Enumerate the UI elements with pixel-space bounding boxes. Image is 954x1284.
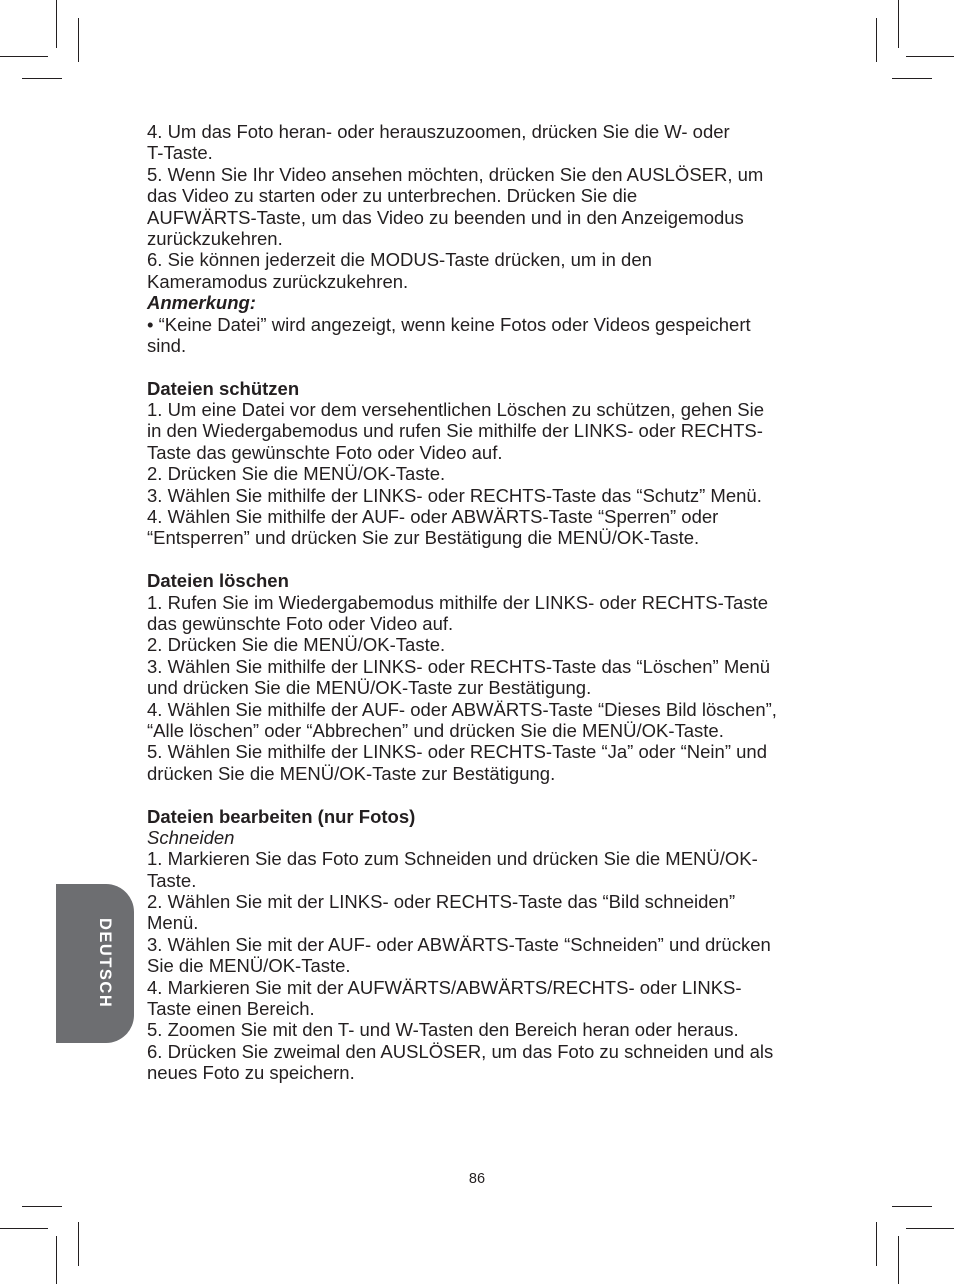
step-text-line: drücken Sie die MENÜ/OK-Taste zur Bestätigung.: [147, 762, 556, 784]
step-text-line: 1. Markieren Sie das Foto zum Schneiden und drücken Sie die MENÜ/OK-: [147, 848, 758, 870]
step-item: [147, 485, 847, 506]
paragraph-spacer: [147, 356, 847, 377]
step-text-line: Taste.: [147, 869, 197, 891]
step-text-line: 3. Wählen Sie mit der AUF- oder ABWÄRTS-Taste “Schneiden” und drücken: [147, 933, 771, 955]
step-text-line: 4. Wählen Sie mithilfe der AUF- oder ABWÄRTS-Taste “Dieses Bild löschen”,: [147, 698, 777, 720]
step-item: [147, 891, 847, 934]
step-item: [147, 1019, 847, 1040]
step-item: [147, 977, 847, 1020]
step-text-line: 4. Um das Foto heran- oder herauszuzoomen, drücken Sie die W- oder: [147, 121, 730, 142]
step-text-line: 1. Rufen Sie im Wiedergabemodus mithilfe der LINKS- oder RECHTS-Taste: [147, 591, 769, 613]
step-text-line: 3. Wählen Sie mithilfe der LINKS- oder RECHTS-Taste das “Löschen” Menü: [147, 655, 771, 677]
language-tab: [56, 884, 134, 1043]
section-edit-files: [147, 806, 847, 1084]
step-item: [147, 249, 847, 292]
step-text-line: 2. Drücken Sie die MENÜ/OK-Taste.: [147, 634, 446, 656]
step-item: [147, 121, 847, 164]
step-item: [147, 934, 847, 977]
step-text-line: in den Wiedergabemodus und rufen Sie mithilfe der LINKS- oder RECHTS-: [147, 420, 763, 442]
step-item: [147, 592, 847, 635]
step-item: [147, 463, 847, 484]
step-text-line: 1. Um eine Datei vor dem versehentlichen Löschen zu schützen, gehen Sie: [147, 399, 765, 421]
step-item: [147, 656, 847, 699]
step-text-line: 5. Zoomen Sie mit den T- und W-Tasten den Bereich heran oder heraus.: [147, 1019, 739, 1041]
step-text-line: 6. Drücken Sie zweimal den AUSLÖSER, um das Foto zu schneiden und als: [147, 1040, 774, 1062]
step-item: [147, 1041, 847, 1084]
step-text-line: Kameramodus zurückzukehren.: [147, 270, 409, 292]
step-text-line: zurückzukehren.: [147, 227, 283, 249]
step-item: [147, 399, 847, 463]
step-text-line: Taste einen Bereich.: [147, 998, 315, 1020]
step-item: [147, 506, 847, 549]
step-text-line: Sie die MENÜ/OK-Taste.: [147, 955, 351, 977]
step-text-line: 6. Sie können jederzeit die MODUS-Taste drücken, um in den: [147, 249, 652, 271]
paragraph-spacer: [147, 784, 847, 805]
step-text-line: das Video zu starten oder zu unterbrechen. Drücken Sie die: [147, 185, 638, 207]
step-text-line: T-Taste.: [147, 142, 213, 164]
step-text-line: neues Foto zu speichern.: [147, 1062, 355, 1084]
step-item: [147, 634, 847, 655]
step-text-line: 5. Wählen Sie mithilfe der LINKS- oder RECHTS-Taste “Ja” oder “Nein” und: [147, 741, 767, 763]
section-delete-files: [147, 570, 847, 784]
note: [147, 292, 847, 356]
section-heading: Dateien löschen: [147, 570, 289, 592]
step-item: [147, 741, 847, 784]
step-text-line: “Entsperren” und drücken Sie zur Bestätigung die MENÜ/OK-Taste.: [147, 527, 700, 549]
section-subheading: Schneiden: [147, 826, 235, 848]
note-text-line: • “Keine Datei” wird angezeigt, wenn keine Fotos oder Videos gespeichert: [147, 313, 751, 335]
step-item: [147, 699, 847, 742]
manual-text: [147, 121, 847, 1084]
step-text-line: “Alle löschen” oder “Abbrechen” und drücken Sie die MENÜ/OK-Taste.: [147, 719, 724, 741]
step-item: [147, 164, 847, 250]
step-text-line: 4. Markieren Sie mit der AUFWÄRTS/ABWÄRTS/RECHTS- oder LINKS-: [147, 976, 742, 998]
step-text-line: AUFWÄRTS-Taste, um das Video zu beenden und in den Anzeigemodus: [147, 206, 744, 228]
section-protect-files: [147, 378, 847, 549]
intro-steps: [147, 121, 847, 356]
note-text-line: sind.: [147, 334, 187, 356]
paragraph-spacer: [147, 549, 847, 570]
step-text-line: und drücken Sie die MENÜ/OK-Taste zur Bestätigung.: [147, 677, 592, 699]
note-label: Anmerkung:: [147, 292, 256, 314]
step-text-line: 2. Wählen Sie mit der LINKS- oder RECHTS-Taste das “Bild schneiden”: [147, 891, 736, 913]
section-heading: Dateien bearbeiten (nur Fotos): [147, 805, 416, 827]
step-text-line: Taste das gewünschte Foto oder Video auf.: [147, 441, 503, 463]
section-heading: Dateien schützen: [147, 377, 300, 399]
step-text-line: 4. Wählen Sie mithilfe der AUF- oder ABWÄRTS-Taste “Sperren” oder: [147, 506, 719, 528]
step-text-line: 5. Wenn Sie Ihr Video ansehen möchten, drücken Sie den AUSLÖSER, um: [147, 163, 764, 185]
page-number: 86: [468, 1171, 486, 1187]
step-text-line: das gewünschte Foto oder Video auf.: [147, 612, 454, 634]
step-text-line: 2. Drücken Sie die MENÜ/OK-Taste.: [147, 463, 446, 485]
step-text-line: 3. Wählen Sie mithilfe der LINKS- oder RECHTS-Taste das “Schutz” Menü.: [147, 484, 762, 506]
step-text-line: Menü.: [147, 912, 199, 934]
step-item: [147, 848, 847, 891]
language-tab-label: DEUTSCH: [96, 918, 114, 1009]
